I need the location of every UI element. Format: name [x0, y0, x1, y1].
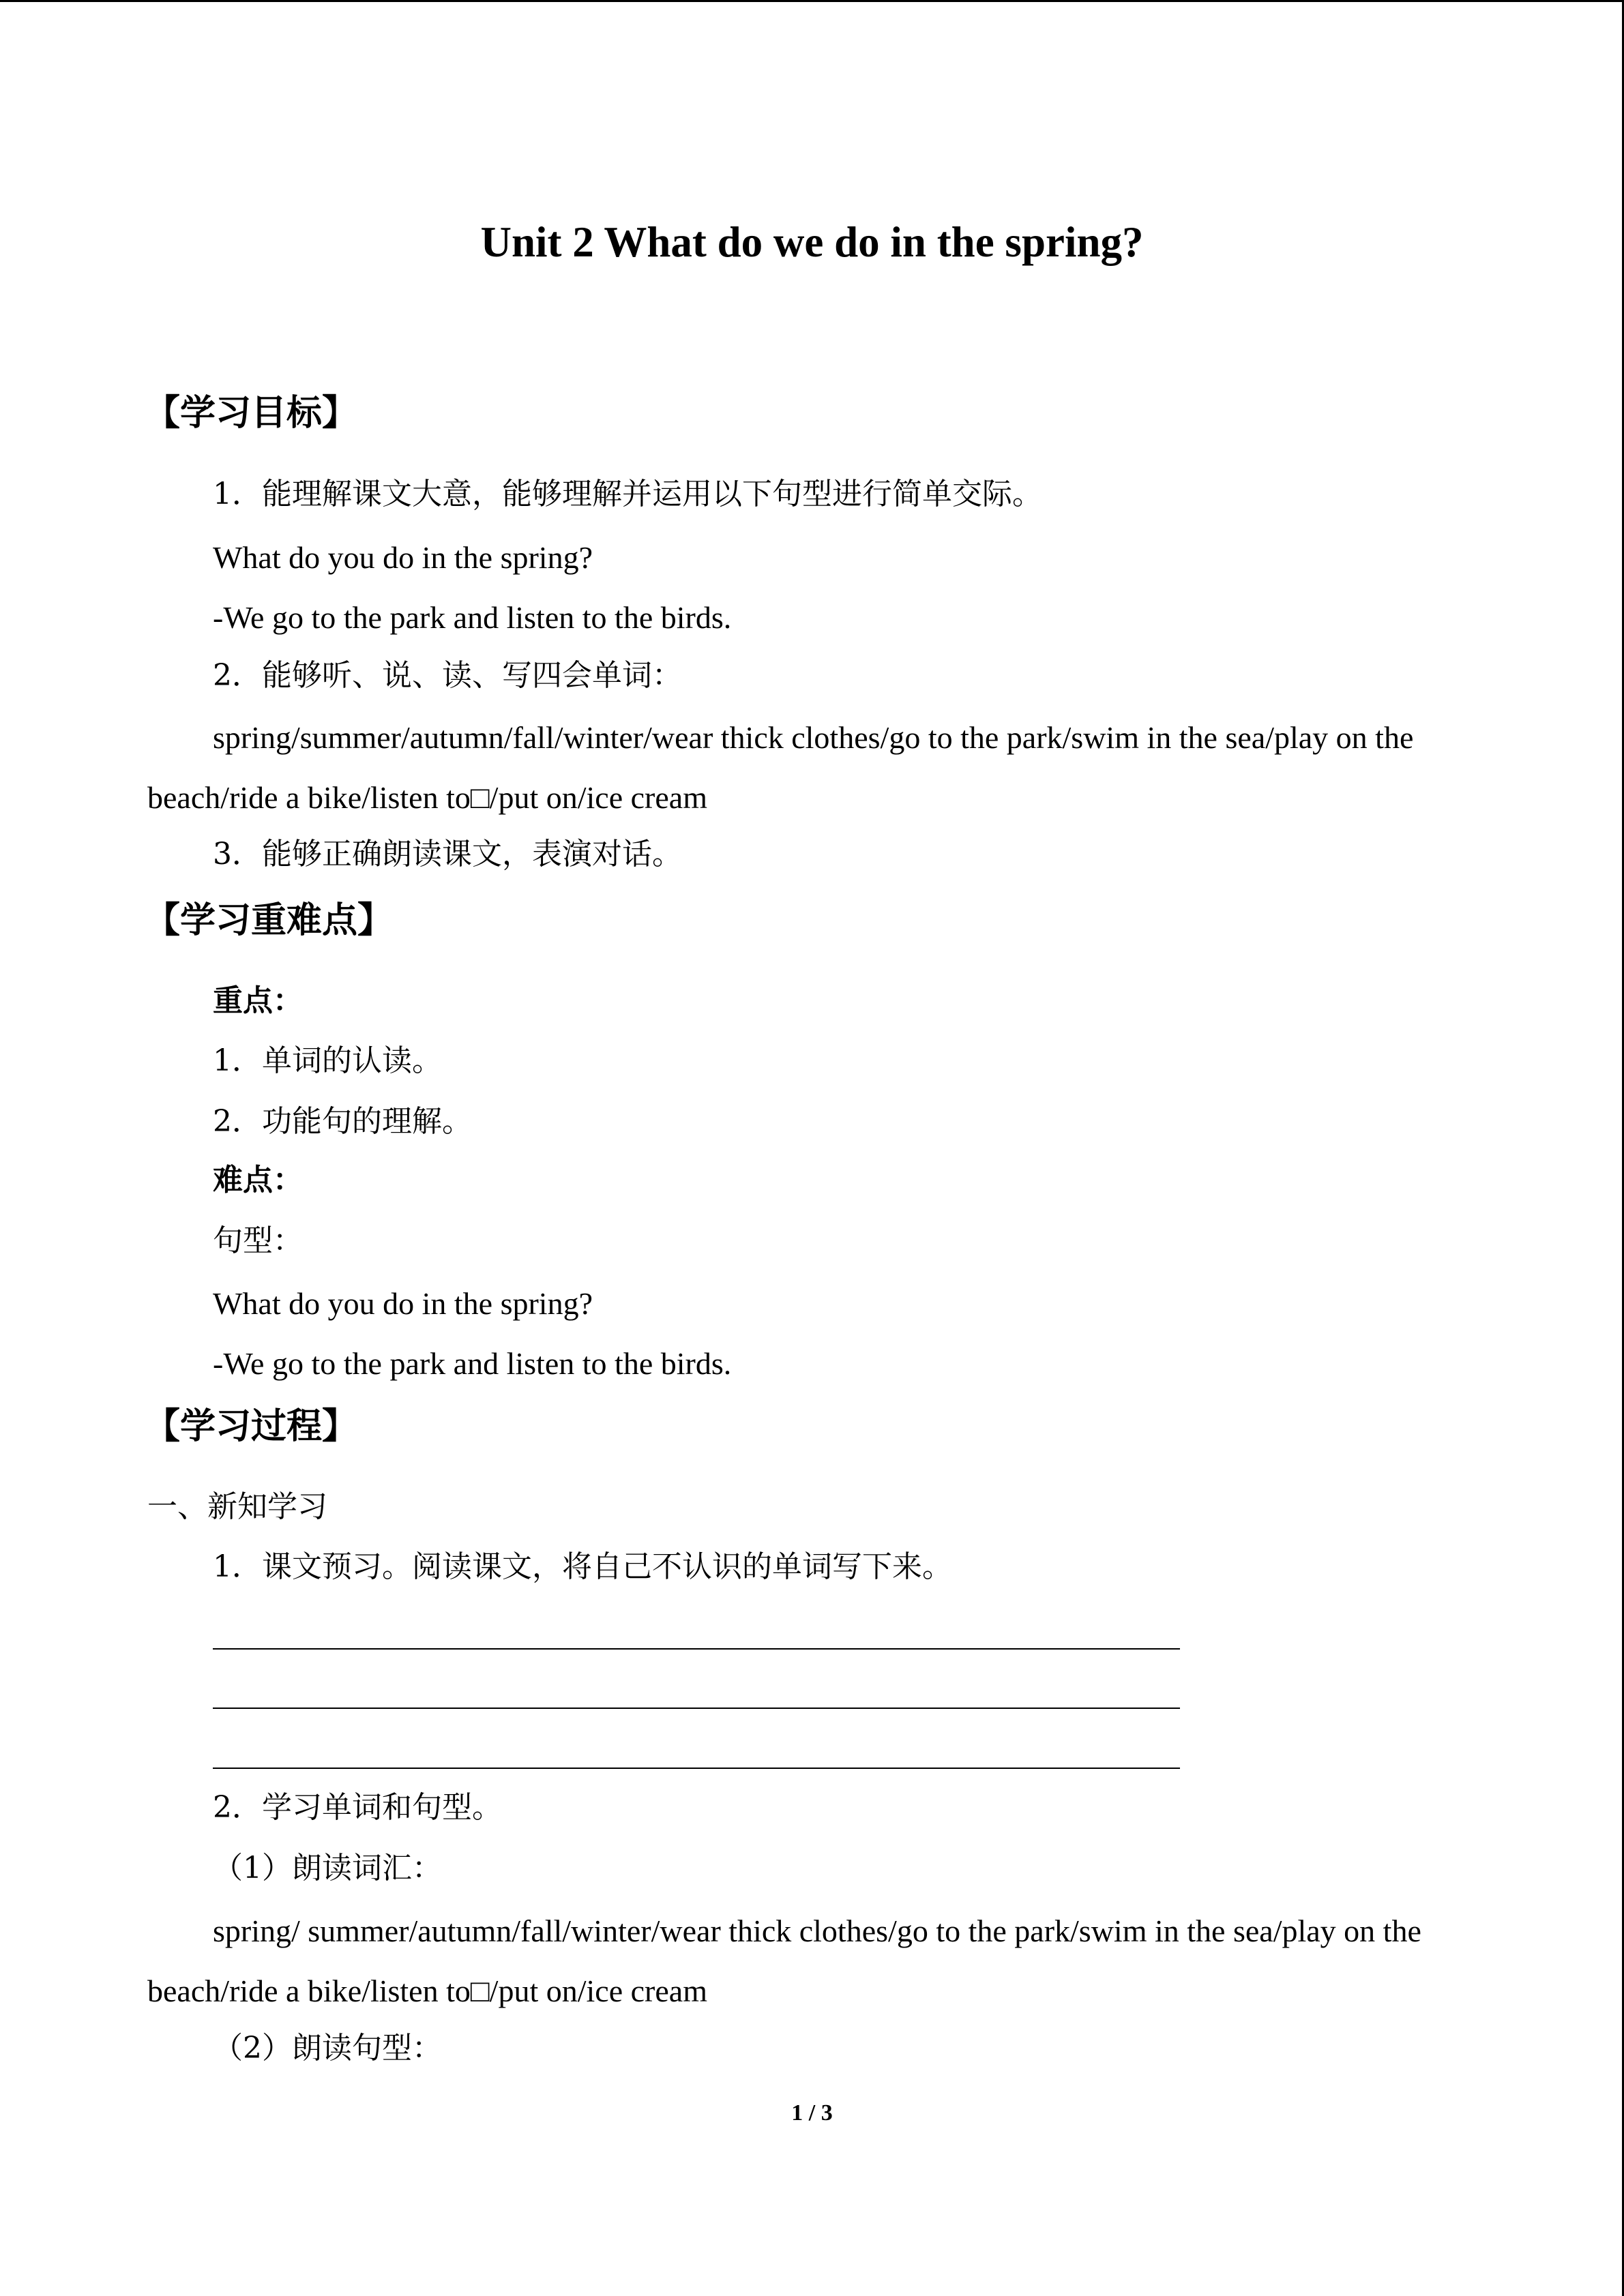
goal-item-3: 3．能够正确朗读课文，表演对话。: [213, 837, 682, 871]
key-item-2: 2．功能句的理解。: [213, 1104, 472, 1139]
page-number: 1 / 3: [791, 2100, 833, 2126]
section-heading-goals: 【学习目标】: [145, 393, 358, 434]
goal-vocab-line-1: spring/summer/autumn/fall/winter/wear thick clothes/go to the park/swim in the sea/play on the: [213, 720, 1414, 755]
process-sub-1: （1）朗读词汇：: [213, 1851, 442, 1885]
goal-question: What do you do in the spring?: [213, 540, 593, 575]
key-label: 重点：: [213, 983, 303, 1018]
goal-item-2: 2．能够听、说、读、写四会单词：: [213, 658, 682, 693]
process-step-1: 1．课文预习。阅读课文，将自己不认识的单词写下来。: [213, 1549, 952, 1584]
goal-vocab-line-2: beach/ride a bike/listen to□/put on/ice cream: [147, 780, 707, 815]
section-heading-keypoints: 【学习重难点】: [145, 900, 394, 941]
process-vocab-line-2: beach/ride a bike/listen to□/put on/ice cream: [147, 1973, 707, 2008]
process-sub-2: （2）朗读句型：: [213, 2031, 442, 2066]
process-part-1: 一、新知学习: [147, 1489, 327, 1524]
difficulty-answer: -We go to the park and listen to the birds.: [213, 1346, 732, 1381]
difficulty-question: What do you do in the spring?: [213, 1286, 593, 1321]
goal-answer: -We go to the park and listen to the birds.: [213, 600, 732, 635]
key-item-1: 1．单词的认读。: [213, 1043, 442, 1078]
difficulty-label: 难点：: [213, 1163, 303, 1197]
page-top-border: [0, 0, 1624, 2]
document-title: Unit 2 What do we do in the spring?: [480, 218, 1144, 266]
section-heading-process: 【学习过程】: [145, 1406, 358, 1447]
answer-line-1[interactable]: [213, 1648, 1180, 1650]
answer-line-2[interactable]: [213, 1708, 1180, 1709]
process-step-2: 2．学习单词和句型。: [213, 1790, 502, 1825]
pattern-label: 句型：: [213, 1223, 303, 1258]
answer-line-3[interactable]: [213, 1768, 1180, 1769]
process-vocab-line-1: spring/ summer/autumn/fall/winter/wear thick clothes/go to the park/swim in the sea/play on the: [213, 1913, 1421, 1948]
goal-item-1: 1．能理解课文大意，能够理解并运用以下句型进行简单交际。: [213, 477, 1042, 511]
